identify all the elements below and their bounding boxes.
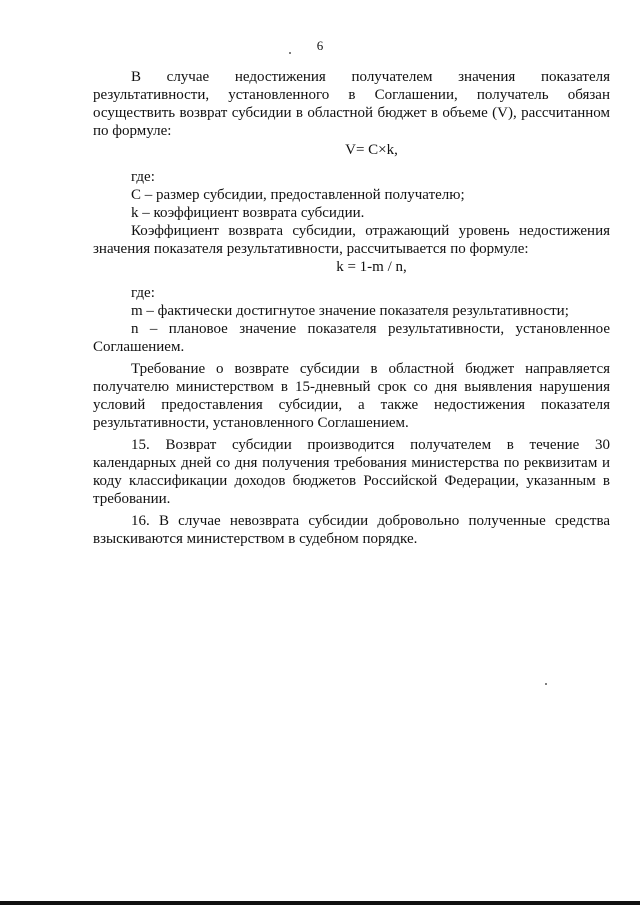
page-number: 6 bbox=[316, 38, 324, 53]
paragraph-refund-demand: Требование о возврате субсидии в областной бюджет направляется получателю министерством в 15-дневный срок со дня выявления нарушения условий предоставления субсидии, а также недостижения показателя результативности, установленного Соглашением. bbox=[93, 361, 610, 431]
where-label: где: bbox=[131, 169, 155, 185]
scan-speck bbox=[545, 683, 547, 685]
document-body bbox=[93, 68, 610, 548]
definition-m: m – фактически достигнутое значение показателя результативности; bbox=[131, 303, 569, 319]
definition-n: n – плановое значение показателя результативности, установленное Соглашением. bbox=[93, 321, 610, 355]
paragraph-16: 16. В случае невозврата субсидии добровольно полученные средства взыскиваются министерством в судебном порядке. bbox=[93, 513, 610, 547]
definition-c: C – размер субсидии, предоставленной получателю; bbox=[131, 187, 465, 203]
scan-speck bbox=[289, 52, 291, 54]
paragraph-refund-condition: В случае недостижения получателем значения показателя результативности, установленного в Соглашении, получатель обязан осуществить возврат субсидии в областной бюджет в объеме (V), рассчитанном по формуле: bbox=[93, 69, 610, 139]
where-label-2: где: bbox=[131, 285, 155, 301]
definition-k: k – коэффициент возврата субсидии. bbox=[131, 205, 365, 221]
paragraph-coefficient: Коэффициент возврата субсидии, отражающий уровень недостижения значения показателя результативности, рассчитывается по формуле: bbox=[93, 223, 610, 257]
formula-refund-volume: V= C×k, bbox=[345, 142, 398, 158]
scan-bottom-edge bbox=[0, 901, 640, 905]
formula-coefficient: k = 1-m / n, bbox=[336, 259, 407, 275]
paragraph-15: 15. Возврат субсидии производится получателем в течение 30 календарных дней со дня получения требования министерства по реквизитам и коду классификации доходов бюджетов Российской Федерации, указанным в требовании. bbox=[93, 437, 610, 507]
